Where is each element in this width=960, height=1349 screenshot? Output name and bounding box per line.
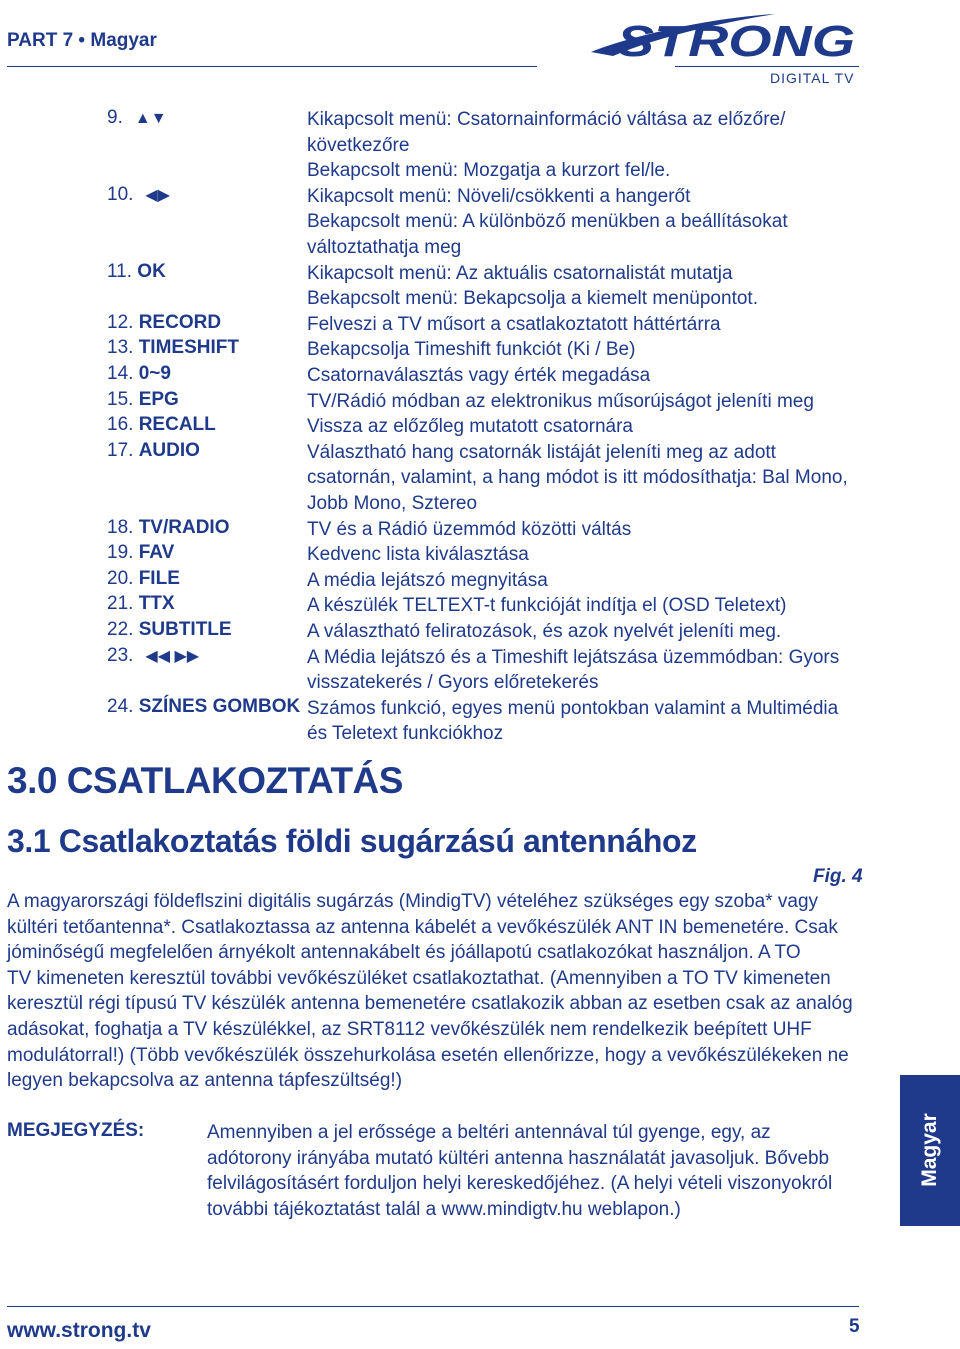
key-label: FILE xyxy=(138,567,180,589)
key-description-line: visszatekerés / Gyors előretekerés xyxy=(307,672,599,694)
key-description xyxy=(307,619,867,645)
key-number: 19. xyxy=(107,542,134,564)
key-description-line: csatornán, valamint, a hang módot is itt módosíthatja: Bal Mono, xyxy=(307,467,848,489)
key-label: TIMESHIFT xyxy=(138,337,239,359)
key-description-line: következőre xyxy=(307,134,410,156)
key-description-line: TV és a Rádió üzemmód közötti váltás xyxy=(307,518,632,540)
paragraph-line: jóminőségű megfelelően árnyékolt antennakábelt és jóállapotú csatlakozókat használjon. A TO xyxy=(7,942,801,964)
key-label: TV/RADIO xyxy=(138,516,230,538)
key-description-line: A média lejátszó megnyitása xyxy=(307,569,548,591)
key-description xyxy=(307,107,867,184)
key-description-line: Jobb Mono, Sztereo xyxy=(307,492,478,514)
page-number: 5 xyxy=(849,1316,860,1337)
key-label: EPG xyxy=(138,388,179,410)
key-description xyxy=(307,389,867,415)
key-name xyxy=(107,542,174,564)
key-name xyxy=(107,593,175,615)
key-description xyxy=(307,184,867,261)
key-description xyxy=(307,363,867,389)
body-paragraph xyxy=(7,889,887,1094)
key-name xyxy=(107,619,232,641)
key-arrow-icon: ▲▼ xyxy=(134,110,167,127)
key-description-line: Számos funkció, egyes menü pontokban valamint a Multimédia xyxy=(307,697,839,719)
key-label: FAV xyxy=(138,542,175,564)
footer-url-link[interactable]: www.strong.tv xyxy=(7,1319,151,1342)
key-label: SZÍNES GOMBOK xyxy=(138,695,301,717)
key-description-line: A Média lejátszó és a Timeshift lejátszása üzemmódban: Gyors xyxy=(307,646,840,668)
key-arrow-icon: ◀▶ xyxy=(145,186,171,204)
key-description xyxy=(307,645,867,696)
key-name xyxy=(107,312,221,334)
strong-logo xyxy=(585,8,860,64)
key-label: RECORD xyxy=(138,311,222,333)
paragraph-line: TV kimeneten keresztül további vevőkészüléket csatlakoztathat. (Amennyiben a TO TV kimeneten xyxy=(7,967,831,989)
note-line: Amennyiben a jel erőssége a beltéri antennával túl gyenge, egy, az xyxy=(207,1122,771,1143)
key-description xyxy=(307,517,867,543)
key-description xyxy=(307,414,867,440)
header-divider-left xyxy=(7,66,537,67)
key-name xyxy=(107,645,199,667)
key-number: 11. xyxy=(107,260,133,282)
key-number: 14. xyxy=(107,363,134,384)
key-number: 16. xyxy=(107,414,134,436)
key-name xyxy=(107,517,229,539)
key-description-line: Kikapcsolt menü: Az aktuális csatornalistát mutatja xyxy=(307,262,733,284)
key-description xyxy=(307,593,867,619)
key-description-line: A készülék TELTEXT-t funkcióját indítja el (OSD Teletext) xyxy=(307,595,787,617)
paragraph-line: A magyarországi földeflszini digitális sugárzás (MindigTV) vételéhez szükséges egy szoba* vagy xyxy=(7,891,819,912)
key-number: 15. xyxy=(107,388,134,410)
key-name xyxy=(107,261,166,283)
note-line: további tájékoztatást talál a www.mindigtv.hu weblapon.) xyxy=(207,1198,681,1220)
key-label: SUBTITLE xyxy=(138,619,232,640)
key-description xyxy=(307,568,867,594)
key-label: RECALL xyxy=(138,414,216,436)
paragraph-line: legyen bekapcsolva az antenna tápfeszültség!) xyxy=(7,1070,403,1092)
note-line: felvilágosításért forduljon helyi kereskedőjéhez. (A helyi vételi viszonyokról xyxy=(207,1173,833,1195)
key-description xyxy=(307,440,867,517)
key-description-line: változtathatja meg xyxy=(307,236,462,258)
key-description-line: Bekapcsolja Timeshift funkciót (Ki / Be) xyxy=(307,339,636,361)
key-label: 0~9 xyxy=(138,363,171,384)
key-description-line: Bekapcsolt menü: Bekapcsolja a kiemelt menüpontot. xyxy=(307,288,758,310)
subsection-heading: 3.1 Csatlakoztatás földi sugárzású antennához xyxy=(7,823,697,859)
logo-subtitle: DIGITAL TV xyxy=(770,70,855,86)
key-description xyxy=(307,696,867,747)
key-description-line: Kikapcsolt menü: Csatornainformáció váltása az előzőre/ xyxy=(307,109,786,130)
key-description-line: Vissza az előzőleg mutatott csatornára xyxy=(307,416,633,438)
key-number: 12. xyxy=(107,311,134,333)
key-description xyxy=(307,312,867,338)
note-label: MEGJEGYZÉS: xyxy=(7,1120,145,1141)
key-description xyxy=(307,542,867,568)
key-number: 17. xyxy=(107,439,134,461)
key-number: 9. xyxy=(107,107,123,128)
key-description-line: Kikapcsolt menü: Növeli/csökkenti a hangerőt xyxy=(307,185,691,207)
paragraph-line: keresztül régi típusú TV készülék antenna bemenetére csatlakozik abban az esetben csak az analóg xyxy=(7,993,853,1015)
paragraph-line: kültéri tetőantenna*. Csatlakoztassa az antenna kábelét a vevőkészülék ANT IN bemenetére. Csak xyxy=(7,916,838,938)
key-number: 18. xyxy=(107,516,134,538)
key-name xyxy=(107,696,300,718)
section-heading: 3.0 CSATLAKOZTATÁS xyxy=(7,760,403,801)
key-description-line: Csatornaválasztás vagy érték megadása xyxy=(307,365,651,386)
key-number: 24. xyxy=(107,695,134,717)
key-number: 10. xyxy=(107,183,134,205)
key-label: AUDIO xyxy=(138,439,200,461)
key-description-line: TV/Rádió módban az elektronikus műsorújságot jeleníti meg xyxy=(307,390,814,412)
key-name xyxy=(107,107,167,129)
key-description-line: Bekapcsolt menü: A különböző menükben a beállításokat xyxy=(307,211,788,233)
key-name xyxy=(107,363,171,385)
key-name xyxy=(107,337,239,359)
key-number: 13. xyxy=(107,337,134,359)
logo-wordmark: STRONG xyxy=(617,17,855,64)
paragraph-line: modulátorral!) (Több vevőkészülék összehurkolása esetén ellenőrizze, hogy a vevőkészülékeken ne xyxy=(7,1044,849,1066)
key-number: 21. xyxy=(107,593,134,615)
footer-divider xyxy=(7,1306,859,1307)
key-number: 23. xyxy=(107,644,134,666)
key-label: OK xyxy=(137,260,166,282)
key-name xyxy=(107,414,216,436)
paragraph-line: adásokat, foghatja a TV készülékkel, az SRT8112 vevőkészülék nem rendelkezik beépített UHF xyxy=(7,1018,812,1040)
key-name xyxy=(107,389,179,411)
side-tab-label: Magyar xyxy=(918,1113,941,1187)
note-text xyxy=(207,1120,847,1222)
header-divider-right xyxy=(675,66,859,67)
key-arrow-icon: ◀◀ ▶▶ xyxy=(145,647,200,665)
key-description-line: Kedvenc lista kiválasztása xyxy=(307,544,529,566)
key-name xyxy=(107,568,180,590)
language-side-tab xyxy=(900,1075,960,1226)
key-description-line: Felveszi a TV műsort a csatlakoztatott háttértárra xyxy=(307,313,721,335)
key-name xyxy=(107,184,170,206)
key-description xyxy=(307,337,867,363)
part-label: PART 7 • Magyar xyxy=(7,30,157,51)
key-number: 20. xyxy=(107,567,134,589)
figure-label: Fig. 4 xyxy=(813,866,863,887)
key-description-line: és Teletext funkciókhoz xyxy=(307,723,504,745)
key-description-line: Bekapcsolt menü: Mozgatja a kurzort fel/le. xyxy=(307,160,671,182)
key-name xyxy=(107,440,200,462)
key-label: TTX xyxy=(138,593,175,615)
key-description xyxy=(307,261,867,312)
key-description-line: Választható hang csatornák listáját jeleníti meg az adott xyxy=(307,441,776,463)
key-description-line: A választható feliratozások, és azok nyelvét jeleníti meg. xyxy=(307,621,782,642)
note-line: adótorony irányába mutató kültéri antenna használatát javasoljuk. Bővebb xyxy=(207,1147,830,1169)
key-number: 22. xyxy=(107,619,134,640)
